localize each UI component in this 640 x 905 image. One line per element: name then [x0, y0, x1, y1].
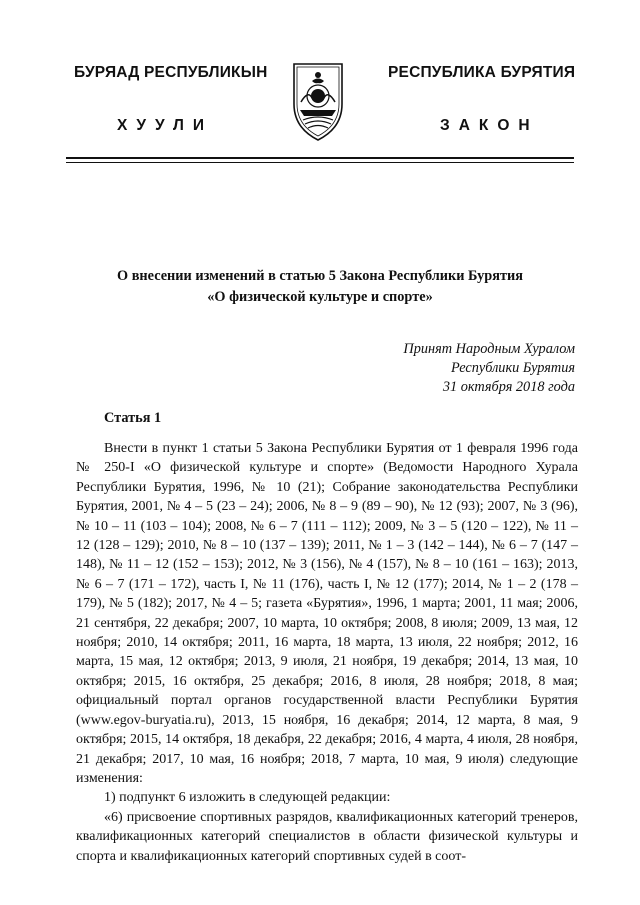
- header-right-subtitle: ЗАКОН: [440, 117, 539, 134]
- article-paragraph-3: «6) присвоение спортивных разрядов, квалификационных категорий тренеров, квалификационных категорий специалистов в области физической культуры и спорта и квалификационных категорий спортивных судей в соот-: [76, 809, 578, 864]
- adoption-line-2: Республики Бурятия: [451, 360, 575, 376]
- adoption-date: 31 октября 2018 года: [442, 379, 575, 395]
- header-divider-thin: [66, 162, 574, 163]
- coat-of-arms-icon: [288, 54, 348, 142]
- article-body: [76, 439, 578, 866]
- law-title-line-2: «О физической культуре и спорте»: [207, 289, 433, 305]
- header-left-title: БУРЯАД РЕСПУБЛИКЫН: [74, 64, 268, 81]
- article-heading: Статья 1: [104, 410, 162, 426]
- article-paragraph-1: Внести в пункт 1 статьи 5 Закона Республики Бурятия от 1 февраля 1996 года № 250-I «О физической культуре и спорте» (Ведомости Народного Хурала Республики Бурятия, 1996, № 10 (21); Собрание законодательства Республики Бурятия, 2001, № 4 – 5 (23 – 24); 2006, № 8 – 9 (89 – 90), № 12 (93); 2007, № 3 (96), № 10 – 11 (103 – 104); 2008, № 6 – 7 (111 – 112); 2009, № 3 – 5 (120 – 122), № 11 – 12 (128 – 129); 2010, № 8 – 10 (137 – 139); 2011, № 1 – 3 (142 – 144), № 6 – 7 (147 – 148), № 11 – 12 (152 – 153); 2012, № 3 (156), № 4 (157), № 8 – 10 (161 – 163); 2013, № 6 – 7 (171 – 172), часть I, № 11 (176), часть I, № 12 (177); 2014, № 1 – 2 (178 – 179), № 5 (182); 2017, № 4 – 5; газета «Бурятия», 1996, 1 марта; 2001, 11 мая; 2006, 21 сентября, 22 декабря; 2007, 10 марта, 10 октября; 2008, 8 июля; 2009, 13 мая, 12 ноября; 2010, 14 октября; 2011, 16 марта, 18 марта, 13 июля, 22 ноября; 2012, 16 марта, 15 мая, 12 октября; 2013, 9 июля, 21 ноября, 19 декабря; 2014, 13 мая, 10 октября; 2015, 16 октября, 25 декабря; 2016, 8 июля, 28 ноября; 2018, 8 мая; официальный портал органов государственной власти Республики Бурятия (www.egov-buryatia.ru), 2013, 15 ноября, 16 декабря; 2014, 12 марта, 8 мая, 9 октября; 2015, 14 октября, 18 декабря, 22 декабря; 2016, 4 марта, 4 июля, 28 ноября, 21 декабря; 2017, 10 мая, 16 ноября; 2018, 7 марта, 10 мая, 9 июля) следующие изменения:: [76, 441, 578, 786]
- adoption-line-1: Принят Народным Хуралом: [403, 341, 575, 357]
- law-title-line-1: О внесении изменений в статью 5 Закона Республики Бурятия: [117, 268, 523, 284]
- header-left-subtitle: ХУУЛИ: [117, 117, 214, 134]
- header-divider-thick: [66, 157, 574, 159]
- header-right-title: РЕСПУБЛИКА БУРЯТИЯ: [388, 64, 576, 81]
- article-paragraph-2: 1) подпункт 6 изложить в следующей редакции:: [104, 790, 391, 806]
